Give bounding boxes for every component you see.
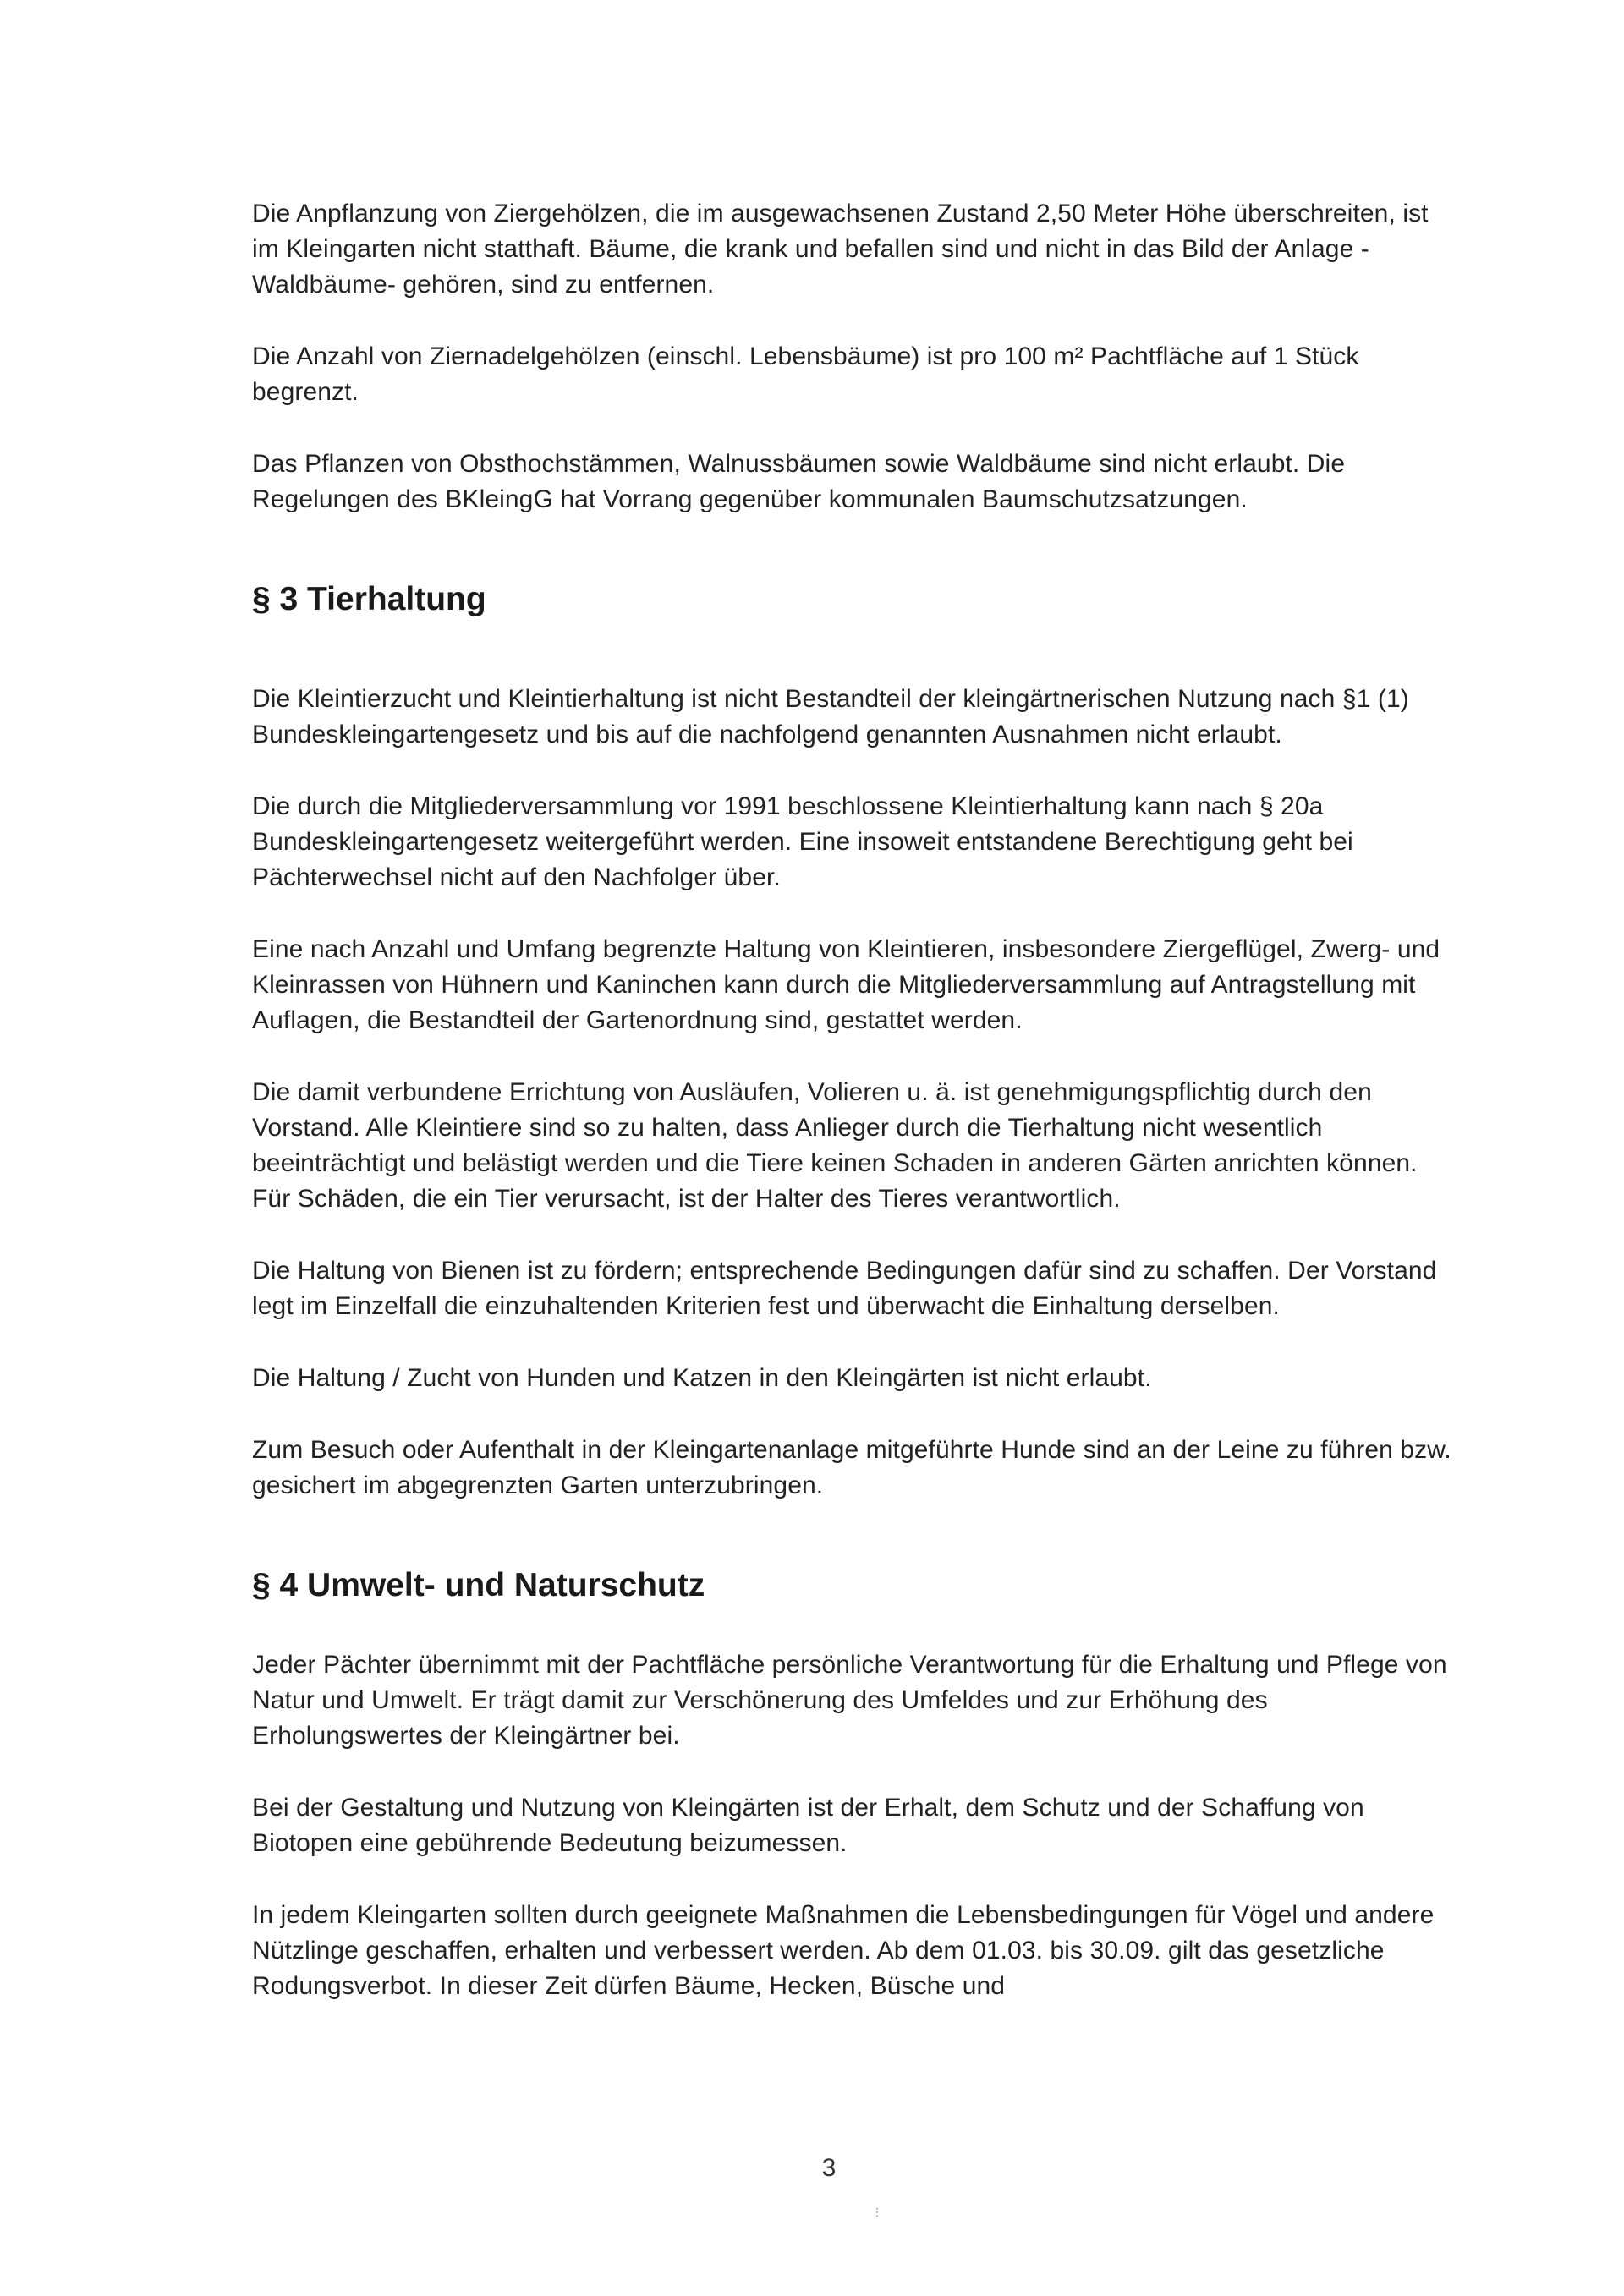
document-body: [252, 196, 1462, 2004]
paragraph-ziernadelgehoelze: Die Anzahl von Ziernadelgehölzen (einschl. Lebensbäume) ist pro 100 m² Pachtfläche auf 1 Stück begrenzt.: [252, 342, 1359, 406]
section-heading-umweltschutz: § 4 Umwelt- und Naturschutz: [252, 1567, 705, 1603]
paragraph-kleintierzucht: Die Kleintierzucht und Kleintierhaltung ist nicht Bestandteil der kleingärtnerischen Nutzung nach §1 (1) Bundeskleingartengesetz und bis auf die nachfolgend genannten Ausnahmen nicht erlaubt.: [252, 685, 1409, 748]
paragraph-biotope: Bei der Gestaltung und Nutzung von Kleingärten ist der Erhalt, dem Schutz und der Schaffung von Biotopen eine gebührende Bedeutung beizumessen.: [252, 1794, 1364, 1857]
paragraph-ziergehoelze: Die Anpflanzung von Ziergehölzen, die im ausgewachsenen Zustand 2,50 Meter Höhe überschreiten, ist im Kleingarten nicht statthaft. Bäume, die krank und befallen sind und nicht in das Bild der Anlage -Waldbäume- gehören, sind zu entfernen.: [252, 200, 1429, 299]
paragraph-begrenzte-haltung: Eine nach Anzahl und Umfang begrenzte Haltung von Kleintieren, insbesondere Ziergeflügel, Zwerg- und Kleinrassen von Hühnern und Kaninchen kann durch die Mitgliederversammlung auf Antragstellung mit Auflagen, die Bestandteil der Gartenordnung sind, gestattet werden.: [252, 935, 1440, 1034]
paragraph-obsthochstaemme: Das Pflanzen von Obsthochstämmen, Walnussbäumen sowie Waldbäume sind nicht erlaubt. Die Regelungen des BKleingG hat Vorrang gegenüber kommunalen Baumschutzsatzungen.: [252, 450, 1346, 513]
paragraph-auslaeufe-volieren: Die damit verbundene Errichtung von Ausläufen, Volieren u. ä. ist genehmigungspflichtig durch den Vorstand. Alle Kleintiere sind so zu halten, dass Anlieger durch die Tierhaltung nicht wesentlich beeinträchtigt und belästigt werden und die Tiere keinen Schaden in anderen Gärten anrichten können. Für Schäden, die ein Tier verursacht, ist der Halter des Tieres verantwortlich.: [252, 1078, 1418, 1213]
paragraph-rodungsverbot: In jedem Kleingarten sollten durch geeignete Maßnahmen die Lebensbedingungen für Vögel und andere Nützlinge geschaffen, erhalten und verbessert werden. Ab dem 01.03. bis 30.09. gilt das gesetzliche Rodungsverbot. In dieser Zeit dürfen Bäume, Hecken, Büsche und: [252, 1901, 1435, 2000]
paragraph-mitgliederversammlung-1991: Die durch die Mitgliederversammlung vor 1991 beschlossene Kleintierhaltung kann nach § 20a Bundeskleingartengesetz weitergeführt werden. Eine insoweit entstandene Berechtigung geht bei Pächterwechsel nicht auf den Nachfolger über.: [252, 792, 1353, 891]
paragraph-hunde-katzen: Die Haltung / Zucht von Hunden und Katzen in den Kleingärten ist nicht erlaubt.: [252, 1364, 1152, 1392]
section-heading-tierhaltung: § 3 Tierhaltung: [252, 581, 486, 617]
paragraph-hunde-leine: Zum Besuch oder Aufenthalt in der Kleingartenanlage mitgeführte Hunde sind an der Leine zu führen bzw. gesichert im abgegrenzten Garten unterzubringen.: [252, 1436, 1451, 1499]
scan-artifact-mark: ⁝: [875, 2204, 880, 2221]
paragraph-bienen: Die Haltung von Bienen ist zu fördern; entsprechende Bedingungen dafür sind zu schaffen. Der Vorstand legt im Einzelfall die einzuhaltenden Kriterien fest und überwacht die Einhaltung derselben.: [252, 1257, 1437, 1320]
paragraph-verantwortung: Jeder Pächter übernimmt mit der Pachtfläche persönliche Verantwortung für die Erhaltung und Pflege von Natur und Umwelt. Er trägt damit zur Verschönerung des Umfeldes und zur Erhöhung des Erholungswertes der Kleingärtner bei.: [252, 1651, 1447, 1750]
page-number: 3: [821, 2154, 837, 2182]
